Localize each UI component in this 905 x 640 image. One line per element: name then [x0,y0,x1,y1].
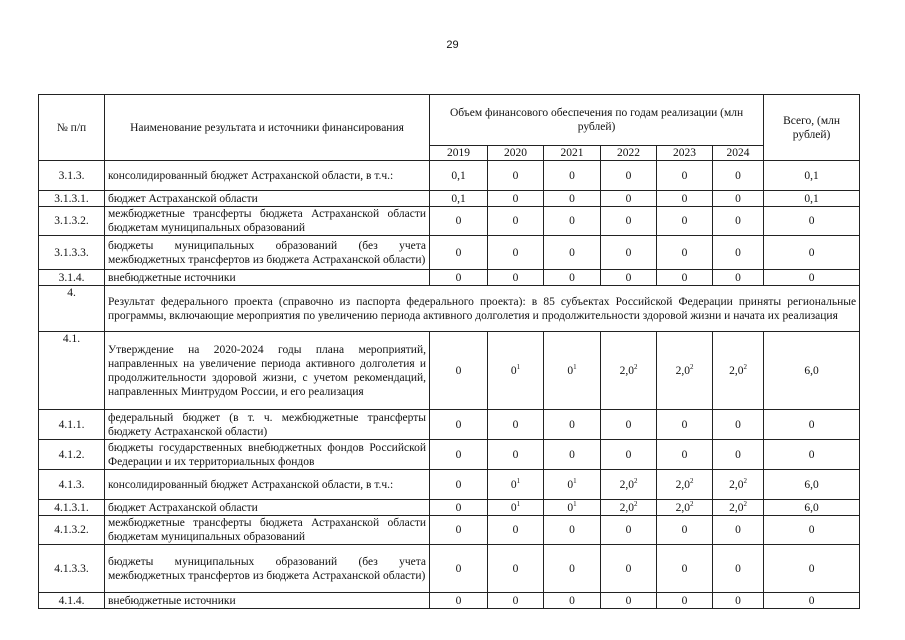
year-value-2023 [657,410,713,440]
year-value-2023 [657,161,713,191]
footnote-mark: 2 [743,499,747,508]
row-total [764,236,860,270]
value-text: 0 [567,364,574,377]
year-value-2020 [488,500,544,516]
value-text: 0 [569,418,575,431]
year-value-2020 [488,545,544,593]
value-text: 0 [735,215,741,227]
value-text: 0 [567,478,574,491]
table-row [39,270,860,286]
year-value-2024 [713,593,764,609]
footnote-mark: 2 [689,476,694,485]
year-value-2022 [601,191,657,207]
year-value-2020 [488,332,544,410]
row-name: внебюджетные источники [105,593,430,609]
value-text: 0 [735,594,741,607]
year-value-2022 [601,440,657,470]
year-value-2023 [657,516,713,545]
value-text: 0 [735,418,741,431]
row-name: межбюджетные трансферты бюджета Астраханской области бюджетам муниципальных образований [105,207,430,236]
year-value-2020 [488,161,544,191]
value-text: 0 [625,246,632,259]
row-number: 4.1.2. [39,440,105,470]
value-text: 0 [681,215,688,227]
footnote-mark: 1 [573,362,577,371]
row-total [764,410,860,440]
value-text: 0 [512,524,519,536]
value-text: 0 [625,594,632,607]
value-text: 0 [569,524,575,536]
value-text: 0 [625,448,632,461]
value-text: 0 [735,271,741,284]
value-text: 0 [512,169,519,182]
year-value-2020 [488,516,544,545]
table-row [39,161,860,191]
footnote-mark: 1 [516,476,521,485]
table-body [39,161,860,609]
table-row [39,545,860,593]
year-value-2023 [657,236,713,270]
row-name: бюджеты муниципальных образований (без учета межбюджетных трансфертов из бюджета Астраханской области) [105,545,430,593]
year-value-2023 [657,207,713,236]
value-text: 0 [455,501,462,514]
header-total: Всего, (млн рублей) [764,95,860,161]
value-text: 0 [681,169,688,182]
year-value-2020 [488,207,544,236]
table-row [39,286,860,332]
value-text: 0 [567,501,574,514]
year-value-2020 [488,440,544,470]
value-text: 0 [510,478,517,491]
year-value-2020 [488,410,544,440]
year-value-2021 [544,545,601,593]
value-text: 0 [455,246,462,259]
row-number: 4.1.3.2. [39,516,105,545]
value-text: 2,0 [619,364,634,377]
year-value-2021 [544,191,601,207]
value-text: 0 [455,364,462,377]
row-total [764,470,860,500]
value-text: 0 [512,215,519,227]
year-value-2024 [713,332,764,410]
year-2019: 2019 [430,146,488,161]
year-value-2022 [601,161,657,191]
row-total [764,332,860,410]
footnote-mark: 1 [573,499,577,508]
year-value-2021 [544,161,601,191]
value-text: 0 [681,246,688,259]
year-value-2022 [601,470,657,500]
row-total [764,545,860,593]
year-value-2024 [713,236,764,270]
value-text: 0 [735,524,741,536]
year-value-2020 [488,270,544,286]
year-value-2023 [657,545,713,593]
value-text: 0 [735,169,741,182]
table-row [39,191,860,207]
row-number: 3.1.3. [39,161,105,191]
row-total [764,207,860,236]
year-value-2024 [713,270,764,286]
row-name: бюджеты государственных внебюджетных фондов Российской Федерации и их территориальных фондов [105,440,430,470]
total-text: 0 [808,246,815,259]
total-text: 0 [808,271,815,284]
value-text: 0 [455,524,462,536]
year-value-2022 [601,270,657,286]
footnote-mark: 2 [743,362,747,371]
total-text: 0,1 [804,169,819,182]
value-text: 0 [569,562,575,575]
year-value-2024 [713,516,764,545]
value-text: 0 [512,192,519,205]
row-total [764,270,860,286]
year-2022: 2022 [601,146,657,161]
value-text: 0 [512,418,519,431]
value-text: 0 [455,418,462,431]
row-total [764,516,860,545]
table-row [39,236,860,270]
year-value-2024 [713,410,764,440]
total-text: 0 [808,524,815,536]
row-name: федеральный бюджет (в т. ч. межбюджетные трансферты бюджету Астраханской области) [105,410,430,440]
value-text: 0 [681,448,688,461]
value-text: 0 [455,271,462,284]
year-value-2022 [601,500,657,516]
value-text: 0 [625,215,632,227]
value-text: 0 [512,271,519,284]
year-value-2023 [657,191,713,207]
total-text: 0 [808,215,815,227]
footnote-mark: 2 [633,499,638,508]
year-value-2019 [430,161,488,191]
year-value-2020 [488,593,544,609]
year-value-2020 [488,470,544,500]
year-value-2019 [430,593,488,609]
row-total [764,161,860,191]
row-total [764,500,860,516]
value-text: 2,0 [675,501,690,514]
value-text: 0 [625,169,632,182]
row-total [764,191,860,207]
row-number: 4.1.1. [39,410,105,440]
row-number: 4.1.4. [39,593,105,609]
header-volume: Объем финансового обеспечения по годам реализации (млн рублей) [430,95,764,146]
year-value-2019 [430,332,488,410]
table-row [39,593,860,609]
year-value-2022 [601,236,657,270]
year-value-2021 [544,593,601,609]
value-text: 0 [625,418,632,431]
year-value-2023 [657,270,713,286]
footnote-mark: 2 [633,362,638,371]
row-name: консолидированный бюджет Астраханской области, в т.ч.: [105,470,430,500]
header-num: № п/п [39,95,105,161]
value-text: 0 [569,594,575,607]
row-name: бюджет Астраханской области [105,191,430,207]
value-text: 0 [735,246,741,259]
year-value-2019 [430,516,488,545]
year-value-2024 [713,207,764,236]
footnote-mark: 2 [689,499,694,508]
year-value-2022 [601,593,657,609]
row-name: Утверждение на 2020-2024 годы плана мероприятий, направленных на увеличение периода активного долголетия и продолжительности здоровой жизни, с учетом рекомендаций, направленных Минтрудом России, и его реализация [105,332,430,410]
year-value-2019 [430,410,488,440]
value-text: 0 [455,594,462,607]
value-text: 2,0 [729,364,744,377]
row-name: бюджеты муниципальных образований (без учета межбюджетных трансфертов из бюджета Астраханской области) [105,236,430,270]
value-text: 0 [681,562,688,575]
row-number: 4.1.3. [39,470,105,500]
year-2024: 2024 [713,146,764,161]
value-text: 0 [625,524,632,536]
year-value-2021 [544,470,601,500]
value-text: 0 [455,478,462,491]
row-total [764,440,860,470]
value-text: 2,0 [675,478,690,491]
value-text: 2,0 [729,501,744,514]
total-text: 0,1 [804,192,819,205]
value-text: 2,0 [619,478,634,491]
row-name: межбюджетные трансферты бюджета Астраханской области бюджетам муниципальных образований [105,516,430,545]
value-text: 0 [512,448,519,461]
year-value-2021 [544,207,601,236]
row-number: 4.1. [39,332,105,410]
value-text: 0 [681,192,688,205]
total-text: 6,0 [804,364,819,377]
table-row [39,470,860,500]
value-text: 0 [512,594,519,607]
table-row [39,207,860,236]
year-value-2023 [657,440,713,470]
value-text: 0 [569,271,575,284]
total-text: 6,0 [804,478,819,491]
year-value-2023 [657,470,713,500]
year-value-2023 [657,593,713,609]
year-value-2023 [657,332,713,410]
year-value-2020 [488,191,544,207]
year-value-2021 [544,236,601,270]
total-text: 0 [808,594,815,607]
value-text: 0 [569,215,575,227]
year-value-2022 [601,516,657,545]
value-text: 0,1 [451,169,466,182]
value-text: 0 [455,448,462,461]
header-name: Наименование результата и источники финансирования [105,95,430,161]
value-text: 0 [681,594,688,607]
total-text: 0 [808,562,815,575]
value-text: 2,0 [619,501,634,514]
row-number: 3.1.3.2. [39,207,105,236]
year-value-2022 [601,545,657,593]
year-value-2020 [488,236,544,270]
value-text: 2,0 [675,364,690,377]
year-value-2019 [430,500,488,516]
row-name: консолидированный бюджет Астраханской области, в т.ч.: [105,161,430,191]
value-text: 0 [625,192,632,205]
year-value-2024 [713,470,764,500]
footnote-mark: 1 [516,362,521,371]
value-text: 0 [510,364,517,377]
year-value-2019 [430,440,488,470]
year-value-2021 [544,270,601,286]
value-text: 0 [455,562,462,575]
table-row [39,500,860,516]
table-row [39,410,860,440]
result-description: Результат федерального проекта (справочно из паспорта федерального проекта): в 85 субъектах Российской Федерации приняты региональные программы, включающие мероприятия по увеличению периода активного долголетия и продолжительности здоровой жизни и начата их реализация [105,286,860,332]
value-text: 0 [735,448,741,461]
value-text: 0 [735,192,741,205]
value-text: 0 [569,246,575,259]
footnote-mark: 2 [633,476,638,485]
value-text: 0 [569,169,575,182]
year-value-2024 [713,545,764,593]
year-value-2022 [601,410,657,440]
value-text: 2,0 [729,478,744,491]
table-row [39,332,860,410]
year-2020: 2020 [488,146,544,161]
year-value-2021 [544,440,601,470]
total-text: 6,0 [804,501,819,514]
year-value-2024 [713,191,764,207]
value-text: 0 [510,501,517,514]
total-text: 0 [808,418,815,431]
value-text: 0 [512,562,519,575]
row-total [764,593,860,609]
value-text: 0 [569,192,575,205]
footnote-mark: 1 [573,476,577,485]
value-text: 0 [681,271,688,284]
row-name: бюджет Астраханской области [105,500,430,516]
year-value-2024 [713,500,764,516]
year-value-2021 [544,332,601,410]
year-value-2024 [713,161,764,191]
row-number: 3.1.4. [39,270,105,286]
year-value-2024 [713,440,764,470]
row-number: 3.1.3.3. [39,236,105,270]
table-row [39,440,860,470]
year-2021: 2021 [544,146,601,161]
footnote-mark: 1 [516,499,521,508]
year-value-2022 [601,207,657,236]
value-text: 0 [735,562,741,575]
value-text: 0 [625,562,632,575]
year-value-2019 [430,207,488,236]
value-text: 0 [455,215,462,227]
row-number: 4.1.3.3. [39,545,105,593]
value-text: 0 [681,524,688,536]
year-value-2021 [544,500,601,516]
financing-table [38,94,860,609]
row-number: 4. [39,286,105,332]
page-number: 29 [446,39,459,51]
total-text: 0 [808,448,815,461]
footnote-mark: 2 [743,476,747,485]
year-value-2021 [544,410,601,440]
row-number: 4.1.3.1. [39,500,105,516]
value-text: 0,1 [451,192,466,205]
row-name: внебюджетные источники [105,270,430,286]
year-value-2023 [657,500,713,516]
year-2023: 2023 [657,146,713,161]
year-value-2019 [430,545,488,593]
year-value-2019 [430,191,488,207]
year-value-2022 [601,332,657,410]
value-text: 0 [512,246,519,259]
value-text: 0 [569,448,575,461]
year-value-2019 [430,236,488,270]
value-text: 0 [625,271,632,284]
value-text: 0 [681,418,688,431]
row-number: 3.1.3.1. [39,191,105,207]
year-value-2019 [430,270,488,286]
table-row [39,516,860,545]
year-value-2021 [544,516,601,545]
table-header [39,95,860,161]
footnote-mark: 2 [689,362,694,371]
year-value-2019 [430,470,488,500]
